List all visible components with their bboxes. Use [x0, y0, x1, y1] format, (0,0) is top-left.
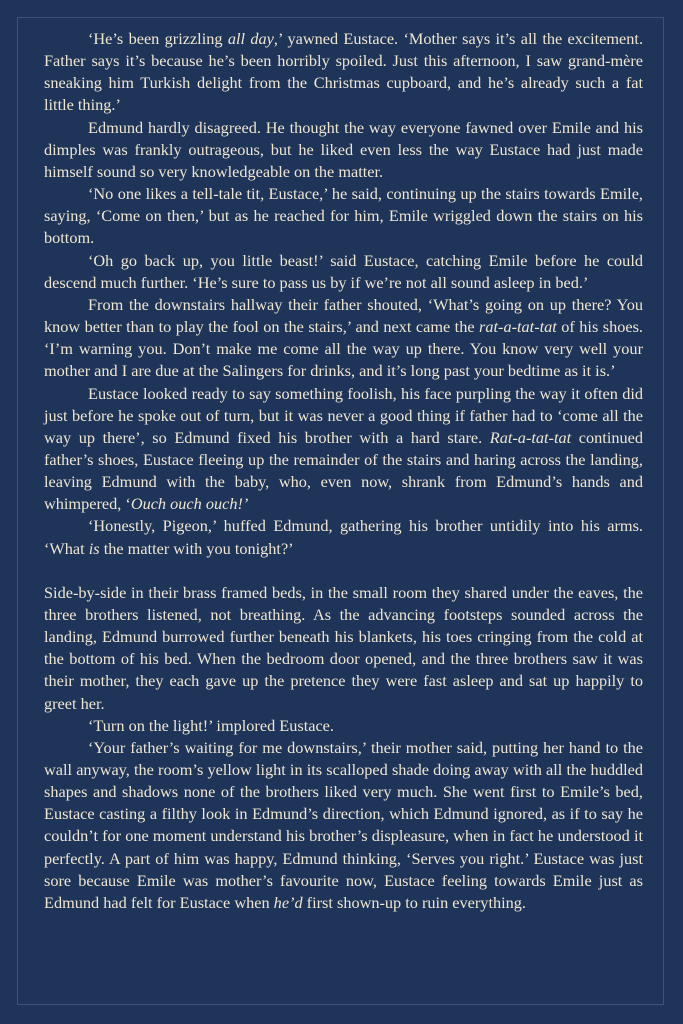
paragraph: [44, 715, 643, 737]
paragraph: [44, 383, 643, 516]
paragraph: [44, 294, 643, 383]
text-run: Eustace looked ready to say something foolish, his face purpling the way it often did just before he spoke out of turn, but it was never a good thing if father had to ‘come all the way up there’, so Edmund fixed his brother with a hard stare.: [44, 383, 643, 447]
text-run: From the downstairs hallway their father shouted, ‘What’s going on up there? You know better than to play the fool on the stairs,’ and next came the: [44, 294, 643, 337]
italic-text: Ouch ouch ouch!’: [130, 494, 249, 514]
paragraph: [44, 515, 643, 559]
text-run: ‘No one likes a tell-tale tit, Eustace,’ he said, continuing up the stairs towards Emile, saying, ‘Come on then,’ but as he reached for him, Emile wriggled down the stairs on his bottom.: [44, 184, 643, 248]
paragraph: [44, 737, 643, 914]
paragraph: [44, 28, 643, 117]
text-run: first shown-up to ruin everything.: [302, 892, 526, 912]
text-run: ‘Your father’s waiting for me downstairs,’ their mother said, putting her hand to the wall anyway, the room’s yellow light in its scalloped shade doing away with all the huddled shapes and shadows none of the brothers liked very much. She went first to Emile’s bed, Eustace casting a filthy look in Edmund’s direction, which Edmund ignored, as if to say he couldn’t for one moment understand his brother’s displeasure, when in fact he understood it perfectly. A part of him was happy, Edmund thinking, ‘Serves you right.’ Eustace was just sore because Emile was mother’s favourite now, Eustace feeling towards Emile just as Edmund had felt for Eustace when: [44, 737, 643, 912]
text-run: Side-by-side in their brass framed beds, in the small room they shared under the eaves, the three brothers listened, not breathing. As the advancing footsteps sounded across the landing, Edmund burrowed further beneath his blankets, his toes cringing from the cold at the bottom of his bed. When the bedroom door opened, and the three brothers saw it was their mother, they each gave up the pretence they were fast asleep and sat up happily to greet her.: [44, 582, 643, 713]
paragraph: [44, 117, 643, 183]
italic-text: is: [88, 538, 100, 558]
italic-text: Rat-a-tat-tat: [489, 427, 572, 447]
text-run: continued father’s shoes, Eustace fleeing up the remainder of the stairs and haring across the landing, leaving Edmund with the baby, who, even now, shrank from Edmund’s hands and whimpered, ‘: [44, 427, 643, 514]
paragraph: [44, 250, 643, 294]
italic-text: rat-a-tat-tat: [479, 317, 557, 337]
italic-text: all day: [227, 29, 274, 48]
text-run: the matter with you tonight?’: [99, 538, 294, 558]
italic-text: he’d: [273, 892, 303, 912]
text-run: ‘Honestly, Pigeon,’ huffed Edmund, gathering his brother untidily into his arms. ‘What: [44, 516, 643, 558]
text-run: Edmund hardly disagreed. He thought the way everyone fawned over Emile and his dimples was frankly outrageous, but he liked even less the way Eustace had just made himself sound so very knowledgeable on the matter.: [44, 117, 643, 181]
text-run: ‘Oh go back up, you little beast!’ said Eustace, catching Emile before he could descend much further. ‘He’s sure to pass us by if we’re not all sound asleep in bed.’: [44, 250, 643, 292]
paragraph: [44, 183, 643, 249]
text-run: ,’ yawned Eustace. ‘Mother says it’s all the excitement. Father says it’s because he’s been horribly spoiled. Just this afternoon, I saw grand-mère sneaking him Turkish delight from the Christmas cupboard, and he’s already such a fat little thing.’: [44, 29, 644, 115]
text-run: ‘He’s been grizzling: [88, 29, 228, 48]
text-run: ‘Turn on the light!’ implored Eustace.: [88, 715, 334, 735]
story-text: [44, 28, 643, 914]
section-break: [44, 560, 643, 582]
text-run: of his shoes. ‘I’m warning you. Don’t make me come all the way up there. You know very well your mother and I are due at the Salingers for drinks, and it’s long past your bedtime as it is.’: [44, 317, 643, 381]
paragraph: [44, 582, 643, 715]
